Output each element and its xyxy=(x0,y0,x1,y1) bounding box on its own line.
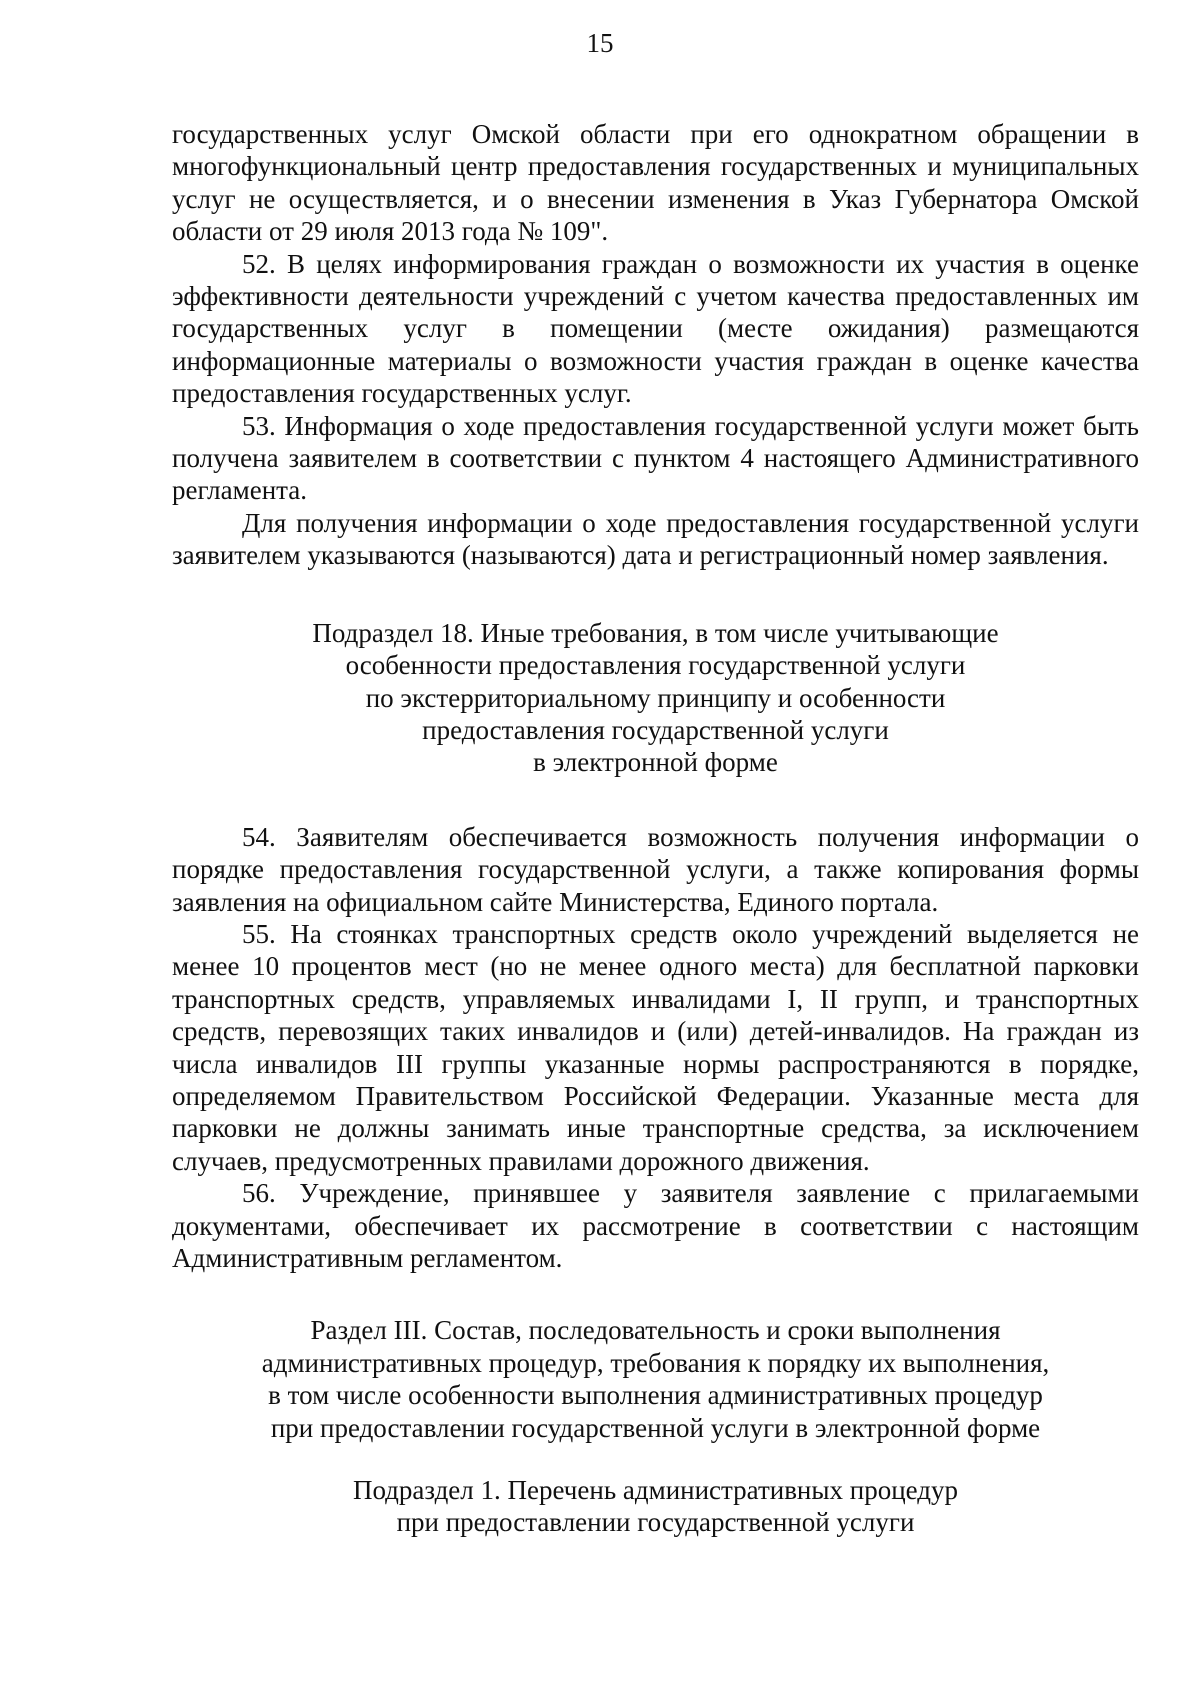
heading-line: административных процедур, требования к порядку их выполнения, xyxy=(261,1347,1050,1378)
heading-line: предоставления государственной услуги xyxy=(422,714,889,745)
paragraph-54: 54. Заявителям обеспечивается возможность получения информации о порядке предоставления государственной услуги, а также копирования формы заявления на официальном сайте Министерства, Единого портала. xyxy=(172,821,1139,917)
paragraph-continuation: государственных услуг Омской области при его однократном обращении в многофункциональный центр предоставления государственных и муниципальных услуг не осуществляется, и о внесении изменения в Указ Губернатора Омской области от 29 июля 2013 года № 109". xyxy=(172,119,1139,247)
heading-line: в электронной форме xyxy=(533,747,778,778)
heading-line: Подраздел 1. Перечень административных процедур xyxy=(352,1475,959,1506)
heading-line: при предоставлении государственной услуги в электронной форме xyxy=(270,1412,1041,1443)
heading-line: особенности предоставления государственной услуги xyxy=(345,650,966,681)
paragraph-56: 56. Учреждение, принявшее у заявителя заявление с прилагаемыми документами, обеспечивает их рассмотрение в соответствии с настоящим Административным регламентом. xyxy=(172,1178,1139,1273)
heading-line: при предоставлении государственной услуги xyxy=(396,1507,915,1538)
page-number: 15 xyxy=(586,28,614,58)
heading-line: по экстерриториальному принципу и особенности xyxy=(365,682,946,713)
document-body xyxy=(172,118,1139,1539)
heading-line: в том числе особенности выполнения административных процедур xyxy=(268,1380,1043,1411)
subsection-18-heading xyxy=(172,617,1139,779)
paragraph-53-note: Для получения информации о ходе предоставления государственной услуги заявителем указываются (называются) дата и регистрационный номер заявления. xyxy=(172,507,1139,571)
section-3-heading xyxy=(172,1314,1139,1444)
heading-line: Подраздел 18. Иные требования, в том числе учитывающие xyxy=(312,617,999,648)
paragraph-55: 55. На стоянках транспортных средств около учреждений выделяется не менее 10 процентов мест (но не менее одного места) для бесплатной парковки транспортных средств, управляемых инвалидами I, II групп, и транспортных средств, перевозящих таких инвалидов и (или) детей-инвалидов. На граждан из числа инвалидов III группы указанные нормы распространяются в порядке, определяемом Правительством Российской Федерации. Указанные места для парковки не должны занимать иные транспортные средства, за исключением случаев, предусмотренных правилами дорожного движения. xyxy=(172,918,1139,1176)
paragraph-52: 52. В целях информирования граждан о возможности их участия в оценке эффективности деятельности учреждений с учетом качества предоставленных им государственных услуг в помещении (месте ожидания) размещаются информационные материалы о возможности участия граждан в оценке качества предоставления государственных услуг. xyxy=(172,248,1139,409)
heading-line: Раздел III. Состав, последовательность и сроки выполнения xyxy=(310,1315,1001,1346)
paragraph-53: 53. Информация о ходе предоставления государственной услуги может быть получена заявителем в соответствии с пунктом 4 настоящего Административного регламента. xyxy=(172,410,1139,506)
subsection-1-heading xyxy=(172,1474,1139,1539)
